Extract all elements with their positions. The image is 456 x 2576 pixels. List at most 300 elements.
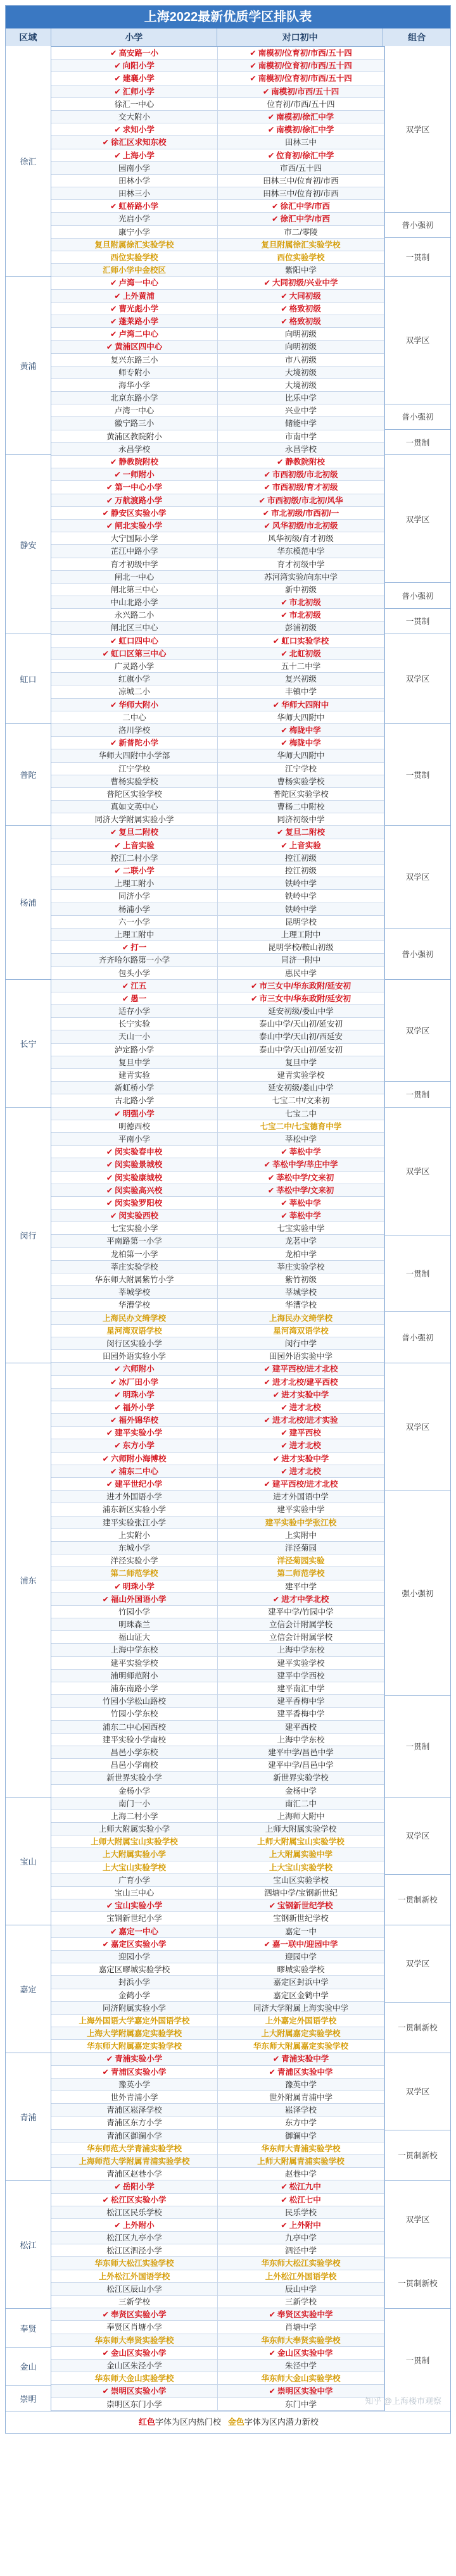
- middle-school: 上外嘉定外国语学校: [218, 2015, 384, 2027]
- middle-school: 建平实验中学: [218, 1503, 384, 1515]
- middle-school: 延安初级/娄山中学: [218, 1082, 384, 1094]
- middle-school: 比乐中学: [218, 392, 384, 404]
- middle-school: 闵行中学: [218, 1337, 384, 1349]
- middle-school: ✔ 宝钢新世纪学校: [218, 1899, 384, 1911]
- table-row: [6, 852, 450, 865]
- table-row: [6, 111, 450, 123]
- primary-school: ✔ 宝山实验小学: [51, 1899, 218, 1911]
- middle-school: ✔ 金山区实验中学: [218, 2347, 384, 2359]
- table-row: [6, 558, 450, 571]
- primary-school: ✔ 明强小学: [51, 1108, 218, 1120]
- table-row: [6, 2116, 450, 2129]
- primary-school: ✔ 汇师小学: [51, 85, 218, 97]
- group-cell: 双学区: [384, 1108, 450, 1235]
- table-row: [6, 1439, 450, 1452]
- middle-school: 华师大四附中: [218, 711, 384, 723]
- primary-school: 华东师大附属紫竹小学: [51, 1273, 218, 1285]
- primary-school: 大宁国际小学: [51, 532, 218, 544]
- primary-school: 泸定路小学: [51, 1044, 218, 1056]
- primary-school: ✔ 闵实验景城校: [51, 1158, 218, 1170]
- table-row: [6, 749, 450, 762]
- table-row: [6, 1734, 450, 1746]
- table-row: [6, 2066, 450, 2079]
- primary-school: 上理工附中: [51, 928, 218, 941]
- middle-school: 立信会计附属学校: [218, 1631, 384, 1643]
- primary-school: ✔ 一师附小: [51, 468, 218, 480]
- primary-school: ✔ 闵实验西校: [51, 1210, 218, 1222]
- table-row: [6, 1810, 450, 1823]
- middle-school: ✔ 南模初/徐汇中学: [218, 123, 384, 135]
- middle-school: 建平中学/昌邑中学: [218, 1746, 384, 1758]
- middle-school: 新中初级: [218, 584, 384, 596]
- primary-school: 芷江中路小学: [51, 545, 218, 557]
- district-cell: 闵行: [6, 1108, 51, 1363]
- primary-school: ✔ 明珠小学: [51, 1389, 218, 1401]
- primary-school: 闵行区实验小学: [51, 1337, 218, 1349]
- table-row: [6, 635, 450, 647]
- table-row: [6, 1567, 450, 1580]
- table-body: [6, 47, 450, 2411]
- primary-school: 曹杨实验学校: [51, 775, 218, 787]
- middle-school: 昆明学校/鞍山初级: [218, 941, 384, 953]
- primary-school: ✔ 静安区实验小学: [51, 507, 218, 519]
- table-row: [6, 865, 450, 877]
- primary-school: 宝山三中心: [51, 1887, 218, 1899]
- middle-school: 华漕学校: [218, 1299, 384, 1311]
- table-row: [6, 2283, 450, 2296]
- middle-school: ✔ 莘松中学: [218, 1210, 384, 1222]
- primary-school: ✔ 岳阳小学: [51, 2180, 218, 2192]
- primary-school: ✔ 二联小学: [51, 865, 218, 877]
- table-row: [6, 1772, 450, 1784]
- table-row: [6, 2244, 450, 2257]
- table-row: [6, 1261, 450, 1273]
- primary-school: ✔ 黄浦区四中心: [51, 341, 218, 353]
- primary-school: 浦东新区实验小学: [51, 1503, 218, 1515]
- primary-school: 康宁小学: [51, 226, 218, 238]
- district-cell: 浦东: [6, 1363, 51, 1798]
- school-ranking-table: [5, 5, 451, 2434]
- group-cell: 一贯制: [384, 1696, 450, 1798]
- primary-school: ✔ 卢湾二中心: [51, 328, 218, 340]
- table-row: [6, 2360, 450, 2372]
- primary-school: 闸北第三中心: [51, 584, 218, 596]
- primary-school: 华漕学校: [51, 1299, 218, 1311]
- group-cell: 双学区: [384, 277, 450, 404]
- middle-school: 紫阳中学: [218, 264, 384, 276]
- primary-school: 上海师范大学附属青浦实验学校: [51, 2155, 218, 2167]
- district-cell: 崇明: [6, 2386, 51, 2411]
- table-row: [6, 341, 450, 353]
- table-row: [6, 1785, 450, 1798]
- table-row: [6, 1963, 450, 1976]
- table-row: [6, 1695, 450, 1708]
- table-row: [6, 571, 450, 584]
- primary-school: ✔ 建平实验小学: [51, 1427, 218, 1439]
- table-row: [6, 1554, 450, 1567]
- middle-school: 泗泾中学: [218, 2244, 384, 2256]
- middle-school: 控江初级: [218, 852, 384, 864]
- group-cell: 一贯制: [384, 2309, 450, 2411]
- table-row: [6, 1108, 450, 1120]
- middle-school: 上师大附属宝山实验学校: [218, 1835, 384, 1848]
- middle-school: ✔ 青浦实验中学: [218, 2053, 384, 2065]
- middle-school: 宝钢新世纪学校: [218, 1912, 384, 1924]
- primary-school: 福山证大: [51, 1631, 218, 1643]
- primary-school: 中山北路小学: [51, 596, 218, 608]
- table-row: [6, 2091, 450, 2104]
- middle-school: 铁岭中学: [218, 903, 384, 915]
- district-cell: 虹口: [6, 634, 51, 723]
- table-row: [6, 1899, 450, 1912]
- table-row: [6, 2372, 450, 2385]
- table-row: [6, 149, 450, 162]
- primary-school: 青浦区赵巷小学: [51, 2168, 218, 2180]
- primary-school: 普陀区实验学校: [51, 788, 218, 800]
- primary-school: 徽宁路三小: [51, 417, 218, 429]
- middle-school: ✔ 建平西校/进才北校: [218, 1363, 384, 1375]
- district-cell: 黄浦: [6, 277, 51, 456]
- middle-school: 建平南汇中学: [218, 1682, 384, 1694]
- middle-school: 田林三中/位育初/市西: [218, 175, 384, 187]
- primary-school: 汇师小学中金校区: [51, 264, 218, 276]
- middle-school: 三新学校: [218, 2296, 384, 2308]
- table-row: [6, 1938, 450, 1951]
- table-row: [6, 1580, 450, 1593]
- primary-school: 广灵路小学: [51, 660, 218, 672]
- primary-school: 莘城学校: [51, 1286, 218, 1298]
- primary-school: ✔ 第一中心小学: [51, 481, 218, 493]
- middle-school: 东门中学: [218, 2398, 384, 2410]
- header-primary: 小学: [51, 28, 217, 46]
- middle-school: 华东师大金山实验学校: [218, 2372, 384, 2384]
- primary-school: 世外青浦小学: [51, 2091, 218, 2103]
- group-cell: 一贯制: [384, 1235, 450, 1312]
- primary-school: 奉贤区肖塘小学: [51, 2321, 218, 2333]
- primary-school: 三新学校: [51, 2296, 218, 2308]
- primary-school: 同济小学: [51, 890, 218, 902]
- primary-school: 封浜小学: [51, 1976, 218, 1988]
- middle-school: 市二/零陵: [218, 226, 384, 238]
- middle-school: ✔ 莘松中学/文来初: [218, 1184, 384, 1196]
- table-row: [6, 2270, 450, 2283]
- middle-school: 迎园中学: [218, 1951, 384, 1963]
- table-row: [6, 136, 450, 149]
- primary-school: 昌邑小学东校: [51, 1746, 218, 1758]
- middle-school: 泰山中学/天山初/延安初: [218, 1018, 384, 1030]
- table-row: [6, 2027, 450, 2040]
- table-row: [6, 724, 450, 737]
- table-row: [6, 967, 450, 980]
- table-row: [6, 2321, 450, 2334]
- primary-school: ✔ 上外附小: [51, 2219, 218, 2231]
- district-cell: 静安: [6, 455, 51, 634]
- middle-school: 第二师范学校: [218, 1567, 384, 1579]
- table-row: [6, 1759, 450, 1772]
- group-cell: 双学区: [384, 1925, 450, 2002]
- table-row: [6, 1989, 450, 2002]
- middle-school: ✔ 上音实验: [218, 839, 384, 851]
- primary-school: 徐汇一中心: [51, 98, 218, 110]
- primary-school: 广育小学: [51, 1874, 218, 1886]
- table-row: [6, 264, 450, 277]
- table-row: [6, 1491, 450, 1503]
- middle-school: 华东师大青浦实验学校: [218, 2142, 384, 2154]
- primary-school: 建平实验学校: [51, 1657, 218, 1669]
- primary-school: ✔ 万航渡路小学: [51, 494, 218, 506]
- middle-school: 嘉定区金鹤中学: [218, 1989, 384, 2001]
- primary-school: 育才初级中学: [51, 558, 218, 570]
- legend-gold-text: 字体为区内潜力新校: [244, 2417, 319, 2427]
- table-row: [6, 1363, 450, 1375]
- primary-school: 卢湾一中心: [51, 404, 218, 416]
- middle-school: 宝山区实验学校: [218, 1874, 384, 1886]
- table-row: [6, 1976, 450, 1989]
- table-row: [6, 2334, 450, 2347]
- table-row: [6, 2168, 450, 2180]
- primary-school: 洛川学校: [51, 724, 218, 736]
- header-group: 组合: [408, 32, 426, 42]
- primary-school: 上理工附小: [51, 877, 218, 889]
- primary-school: 松江区九亭小学: [51, 2232, 218, 2244]
- district-cell: 嘉定: [6, 1925, 51, 2053]
- middle-school: 江宁学校: [218, 763, 384, 775]
- middle-school: 上大宝山实验学校: [218, 1861, 384, 1873]
- table-row: [6, 1708, 450, 1720]
- district-cell: 普陀: [6, 724, 51, 827]
- middle-school: 上师大附属实验学校: [218, 1823, 384, 1835]
- primary-school: ✔ 浦东二中心: [51, 1465, 218, 1477]
- primary-school: ✔ 福山外国语小学: [51, 1593, 218, 1605]
- primary-school: 宝钢新世纪小学: [51, 1912, 218, 1924]
- middle-school: ✔ 进才北校: [218, 1401, 384, 1413]
- middle-school: 建平中学/昌邑中学: [218, 1759, 384, 1771]
- middle-school: ✔ 嘉一联中/迎园中学: [218, 1938, 384, 1950]
- middle-school: ✔ 虹口实验学校: [218, 635, 384, 647]
- table-row: [6, 1158, 450, 1171]
- table-row: [6, 1146, 450, 1158]
- middle-school: ✔ 南模初/徐汇中学: [218, 111, 384, 123]
- middle-school: 大境初级: [218, 379, 384, 391]
- primary-school: 永兴路二小: [51, 609, 218, 621]
- middle-school: ✔ 进才北校/建平西校: [218, 1376, 384, 1388]
- primary-school: 西位实验学校: [51, 251, 218, 263]
- table-row: [6, 1861, 450, 1874]
- middle-school: 莘松中学: [218, 1133, 384, 1145]
- primary-school: ✔ 福外小学: [51, 1401, 218, 1413]
- middle-school: 华东师大附属嘉定实验学校: [218, 2040, 384, 2052]
- primary-school: 华东师大附属嘉定实验学校: [51, 2040, 218, 2052]
- middle-school: ✔ 大同初级/兴业中学: [218, 277, 384, 289]
- middle-school: ✔ 进才北校: [218, 1439, 384, 1451]
- middle-school: ✔ 梅陇中学: [218, 737, 384, 749]
- district-cell: 奉贤: [6, 2309, 51, 2348]
- primary-school: 松江区泗泾小学: [51, 2244, 218, 2256]
- middle-school: 赵巷中学: [218, 2168, 384, 2180]
- primary-school: 南门一小: [51, 1798, 218, 1810]
- middle-school: 立信会计附属学校: [218, 1618, 384, 1630]
- middle-school: 七宝二中/七宝德育中学: [218, 1120, 384, 1132]
- table-row: [6, 992, 450, 1005]
- table-row: [6, 1197, 450, 1210]
- primary-school: ✔ 建襄小学: [51, 72, 218, 84]
- primary-school: ✔ 新普陀小学: [51, 737, 218, 749]
- primary-school: 竹园小学松山路校: [51, 1695, 218, 1707]
- table-row: [6, 430, 450, 443]
- primary-school: 青浦区崧泽学校: [51, 2104, 218, 2116]
- primary-school: 平南路第一小学: [51, 1235, 218, 1247]
- middle-school: 建平中学: [218, 1580, 384, 1592]
- middle-school: 建平实验中学张江校: [218, 1516, 384, 1529]
- table-header: [6, 28, 450, 47]
- middle-school: 进才外国语中学: [218, 1491, 384, 1503]
- table-row: [6, 98, 450, 111]
- table-row: [6, 1120, 450, 1133]
- middle-school: 建平西校: [218, 1721, 384, 1733]
- primary-school: 竹园小学: [51, 1606, 218, 1618]
- table-row: [6, 468, 450, 481]
- middle-school: 华师大四附中: [218, 749, 384, 761]
- primary-school: 杨浦小学: [51, 903, 218, 915]
- middle-school: ✔ 市三女中/华东政附/延安初: [218, 992, 384, 1004]
- primary-school: 天山一小: [51, 1030, 218, 1042]
- table-row: [6, 609, 450, 622]
- middle-school: 铁岭中学: [218, 890, 384, 902]
- group-cell: 一贯制: [384, 238, 450, 277]
- middle-school: ✔ 市西初级/育才初级: [218, 481, 384, 493]
- table-row: [6, 1094, 450, 1107]
- middle-school: 世外附属青浦中学: [218, 2091, 384, 2103]
- middle-school: ✔ 崇明区实验中学: [218, 2385, 384, 2397]
- primary-school: 华东师大金山实验学校: [51, 2372, 218, 2384]
- primary-school: ✔ 松江区实验小学: [51, 2194, 218, 2206]
- table-row: [6, 251, 450, 264]
- primary-school: 二中心: [51, 711, 218, 723]
- middle-school: ✔ 进才中学北校: [218, 1593, 384, 1605]
- primary-school: ✔ 六师附小海博校: [51, 1453, 218, 1465]
- middle-school: ✔ 松江九中: [218, 2180, 384, 2192]
- middle-school: ✔ 市西初级/市北初/风华: [218, 494, 384, 506]
- table-row: [6, 596, 450, 609]
- primary-school: 明珠森兰: [51, 1618, 218, 1630]
- table-row: [6, 520, 450, 532]
- middle-school: 崧泽学校: [218, 2104, 384, 2116]
- table-row: [6, 1337, 450, 1350]
- primary-school: ✔ 向阳小学: [51, 59, 218, 72]
- middle-school: ✔ 莘松中学: [218, 1197, 384, 1209]
- table-row: [6, 903, 450, 916]
- primary-school: ✔ 闵实验春申校: [51, 1146, 218, 1158]
- middle-school: ✔ 市北初级: [218, 596, 384, 608]
- middle-school: ✔ 大同初级: [218, 290, 384, 302]
- middle-school: 丰镇中学: [218, 685, 384, 697]
- middle-school: 九亭中学: [218, 2232, 384, 2244]
- middle-school: 民乐学校: [218, 2206, 384, 2218]
- table-row: [6, 1414, 450, 1427]
- middle-school: 七宝二中: [218, 1108, 384, 1120]
- table-row: [6, 303, 450, 315]
- table-row: [6, 813, 450, 826]
- middle-school: 建青实验学校: [218, 1069, 384, 1081]
- table-row: [6, 1018, 450, 1030]
- table-row: [6, 1951, 450, 1963]
- table-row: [6, 123, 450, 136]
- table-row: [6, 443, 450, 456]
- middle-school: 泰山中学/天山初/延安初: [218, 1044, 384, 1056]
- primary-school: 嘉定区疁城实验学校: [51, 1963, 218, 1975]
- primary-school: 上海民办文绮学校: [51, 1312, 218, 1324]
- table-row: [6, 72, 450, 85]
- primary-school: 建青实验: [51, 1069, 218, 1081]
- table-row: [6, 1350, 450, 1363]
- table-row: [6, 315, 450, 328]
- primary-school: 齐齐哈尔路第一小学: [51, 954, 218, 966]
- primary-school: 北京东路小学: [51, 392, 218, 404]
- primary-school: 田林三小: [51, 187, 218, 199]
- middle-school: 控江初级: [218, 865, 384, 877]
- table-row: [6, 622, 450, 634]
- district-cell: 松江: [6, 2181, 51, 2309]
- group-cell: 普小强初: [384, 404, 450, 430]
- primary-school: 复旦中学: [51, 1056, 218, 1068]
- table-row: [6, 1542, 450, 1554]
- group-cell: 一贯制新校: [384, 2130, 450, 2182]
- middle-school: 豫英中学: [218, 2079, 384, 2091]
- primary-school: 黄浦区教院附小: [51, 430, 218, 442]
- table-row: [6, 1082, 450, 1094]
- middle-school: 上实附中: [218, 1529, 384, 1541]
- middle-school: 苏河湾实验/向东中学: [218, 571, 384, 583]
- middle-school: 洋泾菊园: [218, 1542, 384, 1554]
- middle-school: ✔ 北虹初级: [218, 647, 384, 660]
- middle-school: 大境初级: [218, 366, 384, 378]
- table-row: [6, 801, 450, 813]
- table-row: [6, 1925, 450, 1938]
- middle-school: 向明初级: [218, 341, 384, 353]
- middle-school: 曹杨二中附校: [218, 801, 384, 813]
- primary-school: 上海中学东校: [51, 1644, 218, 1656]
- middle-school: ✔ 格致初级: [218, 315, 384, 327]
- middle-school: ✔ 进才实验中学: [218, 1453, 384, 1465]
- primary-school: 竹园小学东校: [51, 1708, 218, 1720]
- middle-school: ✔ 松江七中: [218, 2194, 384, 2206]
- primary-school: 复兴东路三小: [51, 354, 218, 366]
- primary-school: 永昌学校: [51, 443, 218, 455]
- table-row: [6, 660, 450, 673]
- table-row: [6, 213, 450, 225]
- primary-school: 适存小学: [51, 1005, 218, 1017]
- primary-school: ✔ 复旦二附校: [51, 826, 218, 838]
- table-row: [6, 1657, 450, 1670]
- table-row: [6, 532, 450, 545]
- primary-school: ✔ 闵实验高兴校: [51, 1184, 218, 1196]
- middle-school: 泰山中学/天山初/西延安: [218, 1030, 384, 1042]
- table-row: [6, 1427, 450, 1439]
- middle-school: ✔ 建平西校/进才北校: [218, 1478, 384, 1490]
- table-row: [6, 1593, 450, 1606]
- primary-school: ✔ 华师大附小: [51, 699, 218, 711]
- table-row: [6, 1746, 450, 1759]
- primary-school: 闸北区三中心: [51, 622, 218, 634]
- middle-school: ✔ 静教院附校: [218, 456, 384, 468]
- table-row: [6, 980, 450, 992]
- table-row: [6, 2015, 450, 2027]
- middle-school: ✔ 进才北校/进才实验: [218, 1414, 384, 1426]
- middle-school: 上海中学东校: [218, 1644, 384, 1656]
- table-row: [6, 1453, 450, 1465]
- primary-school: 包头小学: [51, 967, 218, 979]
- primary-school: 上师大附属宝山实验学校: [51, 1835, 218, 1848]
